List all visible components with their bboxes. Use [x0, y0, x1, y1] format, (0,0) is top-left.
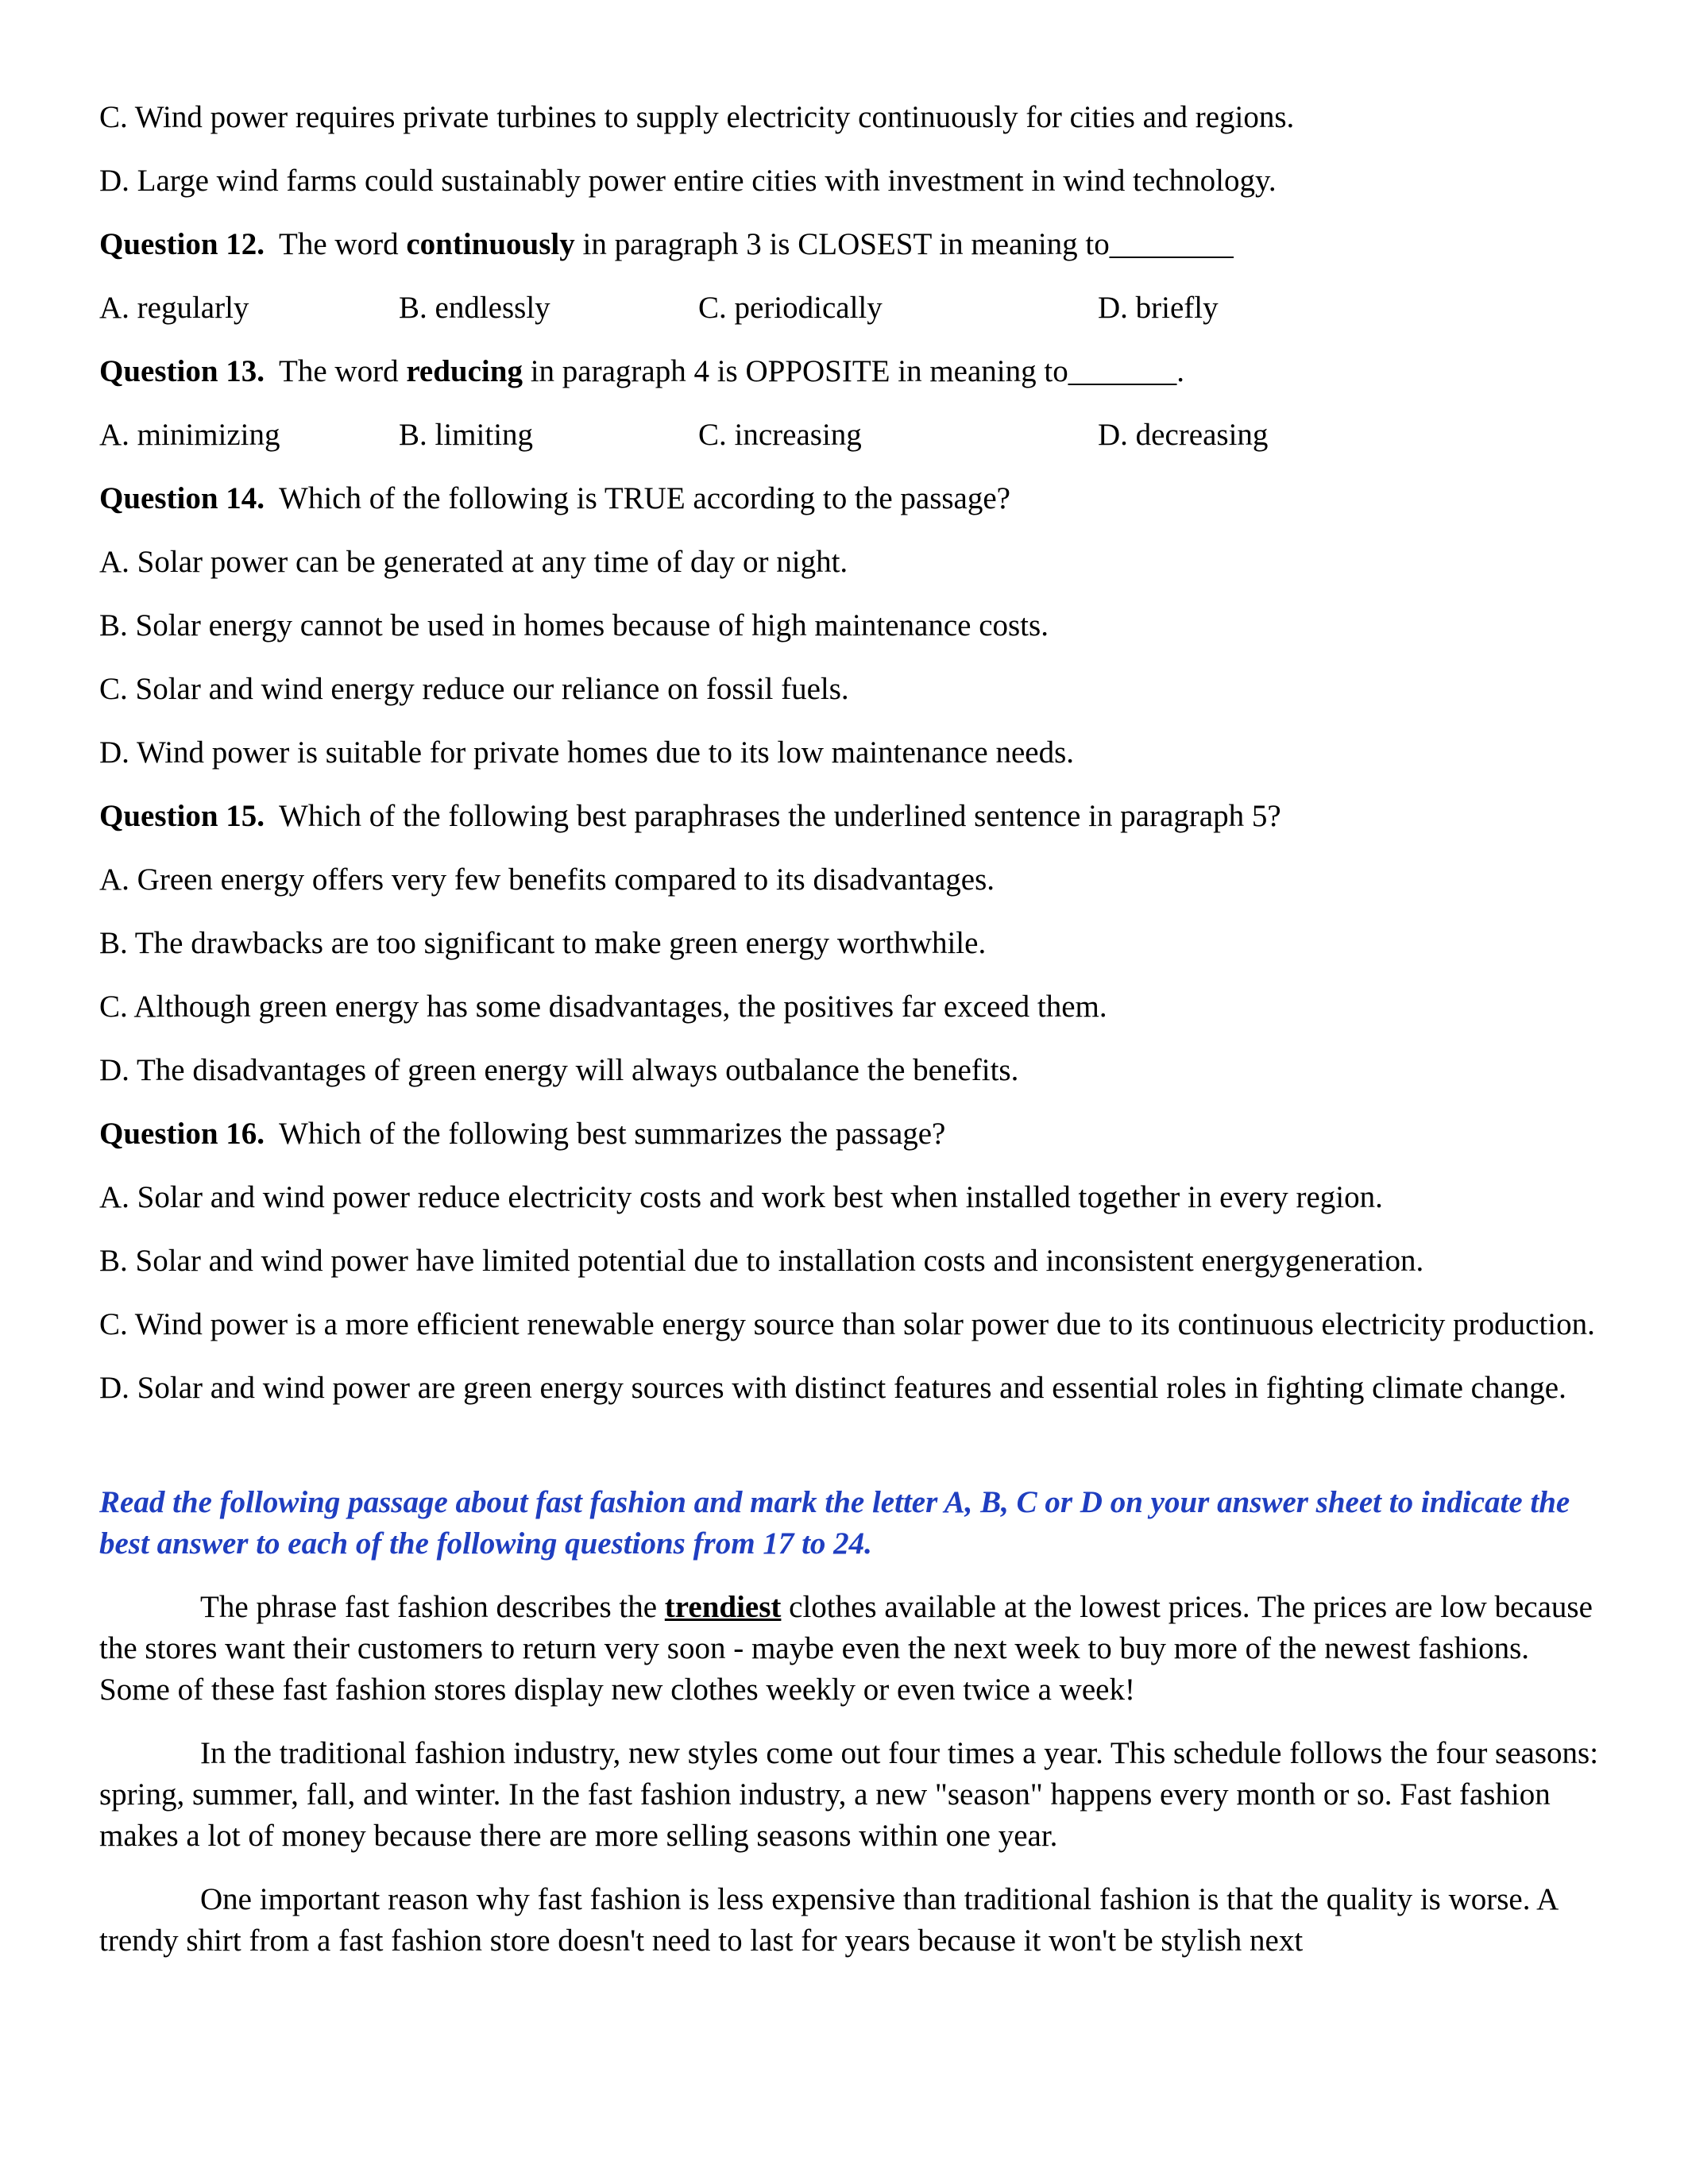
q15-text: Which of the following best paraphrases the underlined sentence in paragraph 5?: [279, 799, 1281, 833]
q13-title: Question 13.: [99, 354, 265, 388]
q16-title: Question 16.: [99, 1117, 265, 1151]
q16-option-c: C. Wind power is a more efficient renewable energy source than solar power due to its continuous electricity production.: [99, 1307, 1595, 1341]
passage-paragraph-2: In the traditional fashion industry, new styles come out four times a year. This schedule follows the four seasons: spring, summer, fall, and winter. In the fast fashion industry, a new "season" happens every month or so. Fast fashion makes a lot of money because there are more selling seasons within one year.: [99, 1736, 1599, 1853]
q16-option-d: D. Solar and wind power are green energy sources with distinct features and essential roles in fighting climate change.: [99, 1371, 1566, 1405]
q12-keyword: continuously: [406, 227, 575, 261]
q16-stem: [99, 1113, 1601, 1155]
q15-stem: [99, 796, 1601, 837]
q12-stem: [99, 224, 1601, 265]
q14-option-c: C. Solar and wind energy reduce our reliance on fossil fuels.: [99, 672, 849, 706]
q11-option-c: C. Wind power requires private turbines to supply electricity continuously for cities and regions.: [99, 100, 1295, 134]
q12-title: Question 12.: [99, 227, 265, 261]
q14-option-d: D. Wind power is suitable for private homes due to its low maintenance needs.: [99, 735, 1074, 770]
q12-option-a: A. regularly: [99, 291, 249, 325]
q12-option-c: C. periodically: [698, 291, 883, 325]
passage-paragraph-1: [99, 1587, 1601, 1711]
q14-title: Question 14.: [99, 481, 265, 515]
q13-option-c: C. increasing: [698, 418, 862, 452]
q13-options: [99, 415, 1601, 456]
q12-text-after: in paragraph 3 is CLOSEST in meaning to________: [574, 227, 1234, 261]
q15-option-a: A. Green energy offers very few benefits compared to its disadvantages.: [99, 862, 995, 897]
p1-text-after: clothes available at the lowest prices. The prices are low because the stores want their customers to return very soon - maybe even the next week to buy more of the newest fashions. Some of these fast fashion stores display new clothes weekly or even twice a week!: [99, 1590, 1593, 1707]
q12-option-d: D. briefly: [1098, 291, 1219, 325]
q15-option-d: D. The disadvantages of green energy will always outbalance the benefits.: [99, 1053, 1019, 1087]
q13-stem: [99, 351, 1601, 392]
q13-option-d: D. decreasing: [1098, 418, 1269, 452]
q13-text-before: The word: [279, 354, 407, 388]
section-instruction: Read the following passage about fast fashion and mark the letter A, B, C or D on your answer sheet to indicate the best answer to each of the following questions from 17 to 24.: [99, 1485, 1570, 1561]
q13-option-b: B. limiting: [399, 418, 534, 452]
q14-stem: [99, 478, 1601, 519]
q15-title: Question 15.: [99, 799, 265, 833]
q14-option-a: A. Solar power can be generated at any time of day or night.: [99, 545, 848, 579]
p1-text-before: The phrase fast fashion describes the: [200, 1590, 665, 1624]
q12-text-before: The word: [279, 227, 407, 261]
q13-text-after: in paragraph 4 is OPPOSITE in meaning to_______.: [522, 354, 1184, 388]
q15-option-b: B. The drawbacks are too significant to make green energy worthwhile.: [99, 926, 987, 960]
q12-option-b: B. endlessly: [399, 291, 550, 325]
p1-keyword: trendiest: [664, 1590, 782, 1624]
q14-option-b: B. Solar energy cannot be used in homes because of high maintenance costs.: [99, 608, 1049, 642]
q13-option-a: A. minimizing: [99, 418, 280, 452]
q13-keyword: reducing: [406, 354, 523, 388]
q16-option-b: B. Solar and wind power have limited potential due to installation costs and inconsistent energygeneration.: [99, 1244, 1424, 1278]
q16-option-a: A. Solar and wind power reduce electricity costs and work best when installed together in every region.: [99, 1180, 1383, 1214]
q12-options: [99, 287, 1601, 329]
q11-option-d: D. Large wind farms could sustainably power entire cities with investment in wind technology.: [99, 164, 1277, 198]
passage-paragraph-3: One important reason why fast fashion is less expensive than traditional fashion is that the quality is worse. A trendy shirt from a fast fashion store doesn't need to last for years because it won't be stylish next: [99, 1882, 1558, 1958]
q14-text: Which of the following is TRUE according to the passage?: [279, 481, 1010, 515]
q15-option-c: C. Although green energy has some disadvantages, the positives far exceed them.: [99, 990, 1107, 1024]
q16-text: Which of the following best summarizes the passage?: [279, 1117, 946, 1151]
